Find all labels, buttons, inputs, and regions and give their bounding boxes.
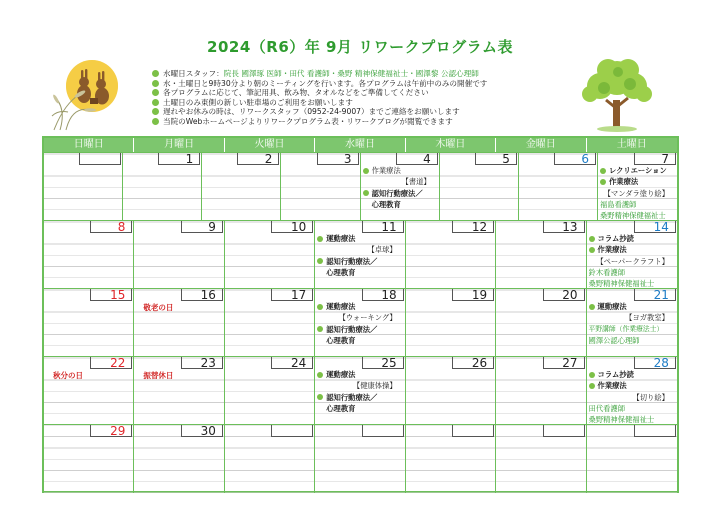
program-text: 【ヨガ教室】 (625, 313, 669, 323)
calendar-day (587, 357, 677, 424)
green-dot-icon (152, 89, 159, 96)
day-number (634, 425, 676, 437)
green-dot-icon (152, 118, 159, 125)
day-number (452, 425, 494, 437)
green-dot-icon (589, 304, 595, 310)
day-number (271, 425, 313, 437)
calendar-day (123, 153, 202, 220)
program-entry (589, 301, 675, 312)
program-entry (317, 335, 402, 346)
program-text: 心理教育 (326, 403, 356, 413)
green-dot-icon (152, 99, 159, 106)
green-dot-icon (317, 304, 323, 310)
program-text: 作業療法 (597, 245, 627, 255)
day-number: 29 (90, 425, 132, 437)
calendar-day (315, 357, 405, 424)
program-entry (589, 278, 675, 288)
day-number: 6 (554, 153, 596, 165)
program-list (589, 301, 675, 346)
day-number: 20 (543, 289, 585, 301)
program-entry (317, 244, 402, 255)
day-number: 27 (543, 357, 585, 369)
calendar-week (44, 152, 677, 220)
program-entry (317, 392, 402, 403)
calendar-day (496, 357, 586, 424)
moon-rabbit-icon (50, 54, 150, 132)
calendar-day (315, 289, 405, 356)
day-number: 16 (181, 289, 223, 301)
program-entry (317, 301, 402, 312)
program-text: 【マンダラ塗り絵】 (603, 188, 669, 198)
calendar-day (496, 289, 586, 356)
day-number: 21 (634, 289, 676, 301)
holiday-label: 振替休日 (143, 371, 174, 380)
day-number: 14 (634, 221, 676, 233)
note-item: 水曜日スタッフ：院長 國澤琢 医師・田代 看護師・桑野 精神保健福祉士・國澤黎 公認心理師 (152, 69, 592, 79)
program-text: 運動療法 (326, 370, 356, 379)
calendar-week (44, 220, 677, 288)
green-dot-icon (317, 394, 323, 400)
program-entry (317, 324, 402, 335)
program-text: 運動療法 (326, 302, 356, 311)
calendar-day (406, 425, 496, 493)
program-text: 【健康体操】 (352, 381, 397, 391)
notes-list (152, 69, 592, 127)
calendar-day (134, 425, 224, 493)
day-number: 13 (543, 221, 585, 233)
program-entry (317, 403, 402, 414)
program-text: 認知行動療法／ (326, 324, 378, 334)
calendar-day (519, 153, 598, 220)
program-list (589, 233, 675, 288)
program-entry (589, 392, 675, 403)
green-dot-icon (589, 236, 595, 242)
program-text: 認知行動療法／ (326, 392, 378, 402)
weekday-header (44, 138, 677, 152)
calendar-day (496, 425, 586, 493)
day-number: 30 (181, 425, 223, 437)
program-text: レクリエーション (608, 166, 667, 175)
program-entry (317, 256, 402, 267)
day-number: 5 (475, 153, 517, 165)
note-item: 水・土曜日と9時30分より朝のミーティングを行います。各プログラムは午前中のみの開催です (152, 79, 592, 89)
day-number: 3 (317, 153, 359, 165)
calendar-day (225, 221, 315, 288)
day-number: 24 (271, 357, 313, 369)
program-entry (363, 176, 437, 187)
program-entry (363, 199, 437, 210)
calendar-day (202, 153, 281, 220)
program-entry (589, 244, 675, 255)
green-dot-icon (589, 383, 595, 389)
calendar-day (225, 425, 315, 493)
note-item: 各プログラムに応じて、筆記用具、飲み物、タオルなどをご準備してください (152, 88, 592, 98)
green-dot-icon (317, 372, 323, 378)
program-text: 【ペーパークラフト】 (596, 256, 669, 266)
day-number: 17 (271, 289, 313, 301)
note-item: 遅れやお休みの時は、リワークスタッフ（0952-24-9007）までご連絡をお願いします (152, 107, 592, 117)
program-entry (317, 312, 402, 323)
program-entry (317, 233, 402, 244)
program-entry (589, 324, 675, 335)
program-text: 運動療法 (326, 234, 356, 243)
calendar-day (587, 221, 677, 288)
day-number: 2 (237, 153, 279, 165)
program-entry (317, 369, 402, 380)
day-number: 26 (452, 357, 494, 369)
note-item: 土曜日のみ東側の新しい駐車場のご利用をお願いします (152, 98, 592, 108)
staff-list: 院長 國澤琢 医師・田代 看護師・桑野 精神保健福祉士・國澤黎 公認心理師 (223, 69, 479, 78)
program-text: 心理教育 (371, 199, 401, 209)
weekday-header-cell: 木曜日 (406, 138, 496, 152)
program-entry (317, 380, 402, 391)
weekday-header-cell: 水曜日 (315, 138, 405, 152)
calendar-day (406, 357, 496, 424)
calendar-day (315, 425, 405, 493)
page-title: 2024（R6）年 9月 リワークプログラム表 (207, 38, 513, 56)
program-list (600, 165, 675, 220)
calendar-week (44, 424, 677, 493)
day-number: 23 (181, 357, 223, 369)
program-entry (589, 312, 675, 323)
program-text: 福島看護師 (599, 199, 637, 209)
day-number: 12 (452, 221, 494, 233)
day-number: 18 (362, 289, 404, 301)
day-number: 7 (634, 153, 676, 165)
program-text: 運動療法 (597, 302, 627, 311)
weekday-header-cell: 土曜日 (616, 139, 647, 150)
program-text: コラム抄読 (597, 370, 634, 379)
day-number: 9 (181, 221, 223, 233)
day-number: 28 (634, 357, 676, 369)
weekday-header-cell: 日曜日 (44, 138, 134, 152)
program-entry (589, 414, 675, 424)
calendar-day (44, 357, 134, 424)
green-dot-icon (317, 236, 323, 242)
program-entry (589, 369, 675, 380)
day-number: 1 (158, 153, 200, 165)
day-number: 15 (90, 289, 132, 301)
calendar-week (44, 288, 677, 356)
green-dot-icon (589, 247, 595, 253)
green-dot-icon (600, 179, 606, 185)
day-number: 22 (90, 357, 132, 369)
day-number: 19 (452, 289, 494, 301)
program-text: 作業療法 (597, 381, 627, 391)
program-entry (600, 199, 675, 210)
program-text: 桑野精神保健福祉士 (588, 415, 655, 424)
program-list (317, 369, 402, 414)
program-entry (600, 188, 675, 199)
holiday-label: 敬老の日 (143, 303, 174, 312)
calendar-day (587, 425, 677, 493)
weekday-header-cell: 月曜日 (134, 138, 224, 152)
program-list (363, 165, 437, 210)
program-text: 【書道】 (401, 177, 431, 187)
calendar-day (225, 357, 315, 424)
program-text: 作業療法 (608, 177, 639, 187)
calendar-day (315, 221, 405, 288)
program-text: 國澤公認心理師 (588, 335, 640, 345)
day-number: 10 (271, 221, 313, 233)
program-text: 認知行動療法／ (326, 256, 378, 266)
green-dot-icon (363, 190, 369, 196)
calendar-day (44, 153, 123, 220)
program-text: 鈴木看護師 (588, 267, 626, 277)
calendar-day (587, 289, 677, 356)
program-list (317, 233, 402, 278)
program-entry (363, 188, 437, 199)
calendar-day (134, 289, 224, 356)
calendar-day (44, 289, 134, 356)
calendar-week (44, 356, 677, 424)
program-text: 桑野精神保健福祉士 (599, 211, 666, 220)
program-entry (589, 403, 675, 414)
green-dot-icon (589, 372, 595, 378)
program-list (317, 301, 402, 346)
holiday-label: 秋分の日 (53, 371, 83, 380)
program-entry (600, 165, 675, 176)
calendar-day (225, 289, 315, 356)
calendar-day (44, 221, 134, 288)
day-number: 4 (396, 153, 438, 165)
calendar-day (361, 153, 440, 220)
program-text: 【切り絵】 (632, 392, 669, 402)
program-text: 認知行動療法／ (371, 188, 423, 198)
program-entry (317, 267, 402, 278)
program-text: 平野講師（作業療法士） (588, 324, 664, 333)
calendar-day (440, 153, 519, 220)
program-text: コラム抄読 (597, 234, 634, 243)
day-number (362, 425, 404, 437)
program-entry (589, 256, 675, 267)
day-number: 25 (362, 357, 404, 369)
program-text: 作業療法 (371, 166, 401, 175)
calendar-day (281, 153, 360, 220)
calendar-day (44, 425, 134, 493)
calendar-day (134, 221, 224, 288)
program-entry (589, 335, 675, 346)
weekday-header-cell: 火曜日 (225, 138, 315, 152)
program-text: 【ウォーキング】 (338, 313, 397, 323)
program-entry (600, 210, 675, 220)
green-dot-icon (317, 326, 323, 332)
program-text: 【卓球】 (367, 245, 397, 255)
green-dot-icon (600, 168, 606, 174)
program-text: 田代看護師 (588, 403, 626, 413)
program-entry (589, 233, 675, 244)
day-number: 8 (90, 221, 132, 233)
calendar-day (134, 357, 224, 424)
program-entry (600, 176, 675, 187)
note-item: 当院のWebホームページよりリワークプログラム表・リワークブログが閲覧できます (152, 117, 592, 127)
program-entry (363, 165, 437, 176)
green-dot-icon (152, 80, 159, 87)
day-number: 11 (362, 221, 404, 233)
weekday-header-cell: 金曜日 (496, 138, 586, 152)
green-dot-icon (152, 108, 159, 115)
calendar-day (406, 289, 496, 356)
calendar-day (598, 153, 677, 220)
program-text: 心理教育 (326, 335, 356, 345)
green-dot-icon (363, 168, 369, 174)
program-text: 桑野精神保健福祉士 (588, 279, 655, 288)
program-entry (589, 267, 675, 278)
green-dot-icon (152, 70, 159, 77)
calendar-grid (42, 136, 679, 493)
program-list (589, 369, 675, 424)
green-dot-icon (317, 258, 323, 264)
calendar-day (496, 221, 586, 288)
day-number (543, 425, 585, 437)
program-text: 心理教育 (326, 267, 356, 277)
day-number (79, 153, 121, 165)
program-entry (589, 380, 675, 391)
calendar-day (406, 221, 496, 288)
